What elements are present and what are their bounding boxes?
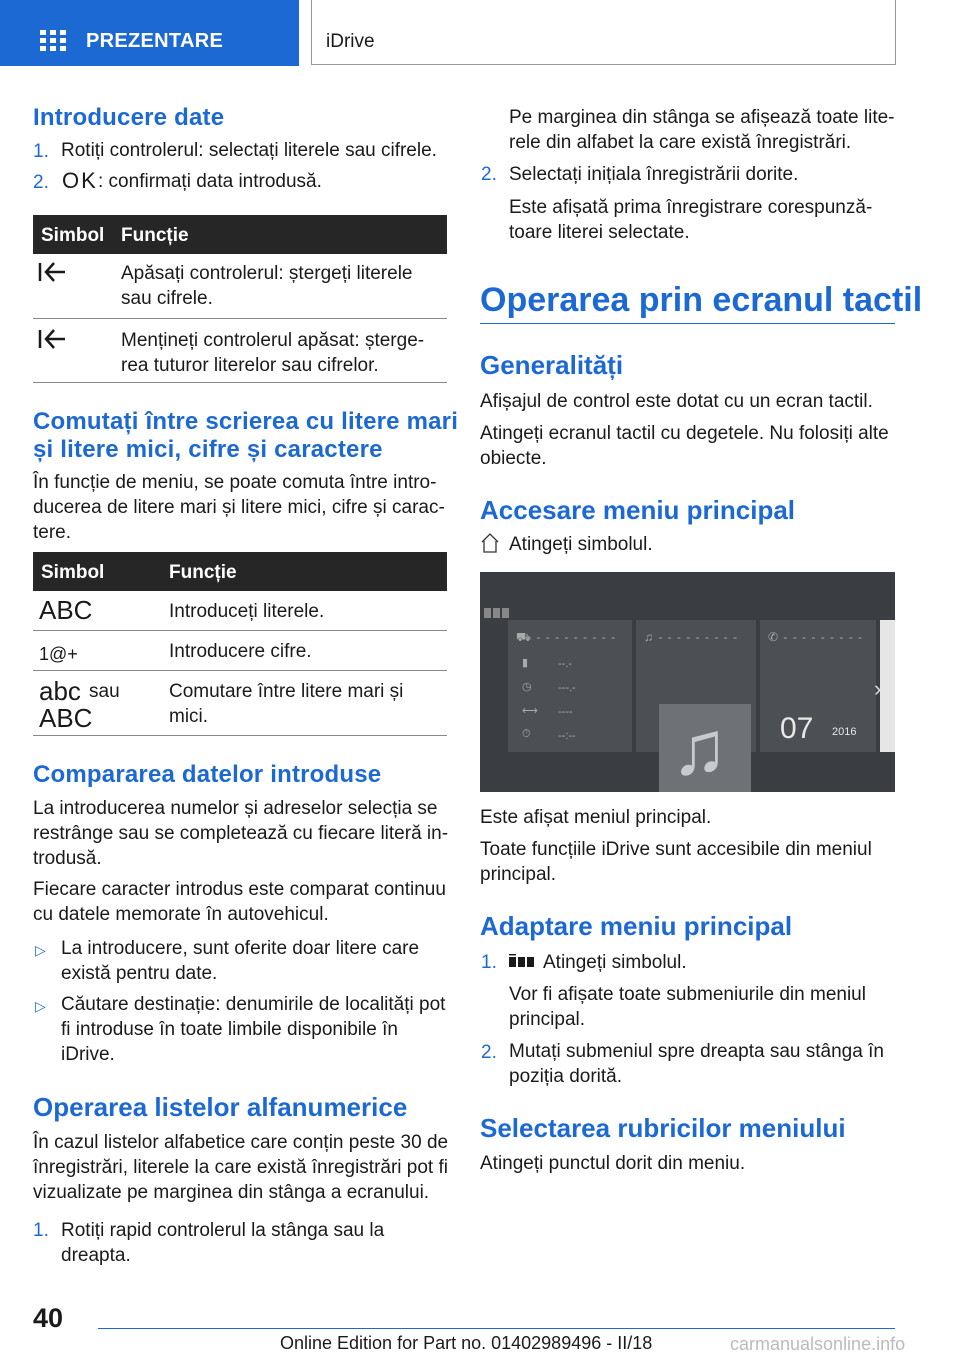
bullet-line: La introducere, sunt oferite doar litere care — [61, 938, 420, 959]
step-number: 1. — [481, 952, 497, 973]
edition-note: Online Edition for Part no. 01402989496 - II/18 — [280, 1333, 653, 1353]
menu-card-phone — [760, 620, 876, 752]
table-row — [33, 591, 447, 631]
value-placeholder: ---- — [558, 706, 573, 718]
paragraph-line: Afișajul de control este dotat cu un ecran tactil. — [480, 391, 873, 412]
ok-symbol: OK — [62, 168, 98, 193]
col-header-symbol: Simbol — [41, 562, 105, 583]
chapter-title: iDrive — [326, 31, 375, 52]
abc-uppercase-icon: ABC — [39, 703, 93, 733]
fuel-icon: ▮ — [522, 657, 529, 669]
row-text-or: sau — [89, 681, 120, 702]
range-icon: ⟷ — [522, 705, 538, 717]
paragraph-line: La introducerea numelor și adreselor selecția se — [33, 798, 438, 819]
card-title-placeholder: ✆ - - - - - - - - - — [768, 630, 864, 644]
row-text: Comutare între litere mari și — [169, 681, 404, 702]
paragraph-line: Este afișată prima înregistrare corespunză- — [509, 197, 873, 218]
card-title-placeholder: ⛟ - - - - - - - - - — [516, 630, 617, 644]
chapter-header — [311, 0, 896, 65]
row-text: rea tuturor literelor sau cifrelor. — [121, 355, 379, 376]
chevron-right-icon[interactable]: › — [874, 676, 882, 701]
step-text: Atingeți simbolul. — [543, 952, 687, 973]
section-title: PREZENTARE — [86, 30, 224, 52]
paragraph-line: obiecte. — [480, 448, 547, 469]
table-row — [33, 671, 447, 736]
row-text: Introduceți literele. — [169, 601, 325, 622]
table-header — [33, 215, 447, 254]
bullet-line: există pentru date. — [61, 963, 218, 984]
paragraph-line: înregistrări, literele la care există înregistrări pot fi — [33, 1157, 448, 1178]
paragraph-line: În cazul listelor alfabetice care conțin peste 30 de — [33, 1132, 449, 1153]
step-text: Mutați submeniul spre dreapta sau stânga în — [509, 1041, 884, 1062]
step-number: 2. — [481, 1042, 497, 1063]
symbol-table-delete — [33, 215, 447, 385]
step-number: 1. — [33, 141, 49, 162]
step-text: Rotiți controlerul: selectați literele sau cifrele. — [61, 140, 437, 161]
step-number: 1. — [33, 1220, 49, 1241]
table-row — [33, 254, 447, 319]
paragraph-line: toare literei selectate. — [509, 222, 690, 243]
home-icon — [480, 532, 500, 559]
grid-icon — [40, 30, 66, 52]
heading-select: Selectarea rubricilor meniului — [480, 1113, 846, 1143]
menu-edit-icon — [484, 606, 510, 620]
paragraph-line: principal. — [480, 864, 557, 885]
table-row — [33, 631, 447, 671]
date-day: 07 — [780, 712, 814, 745]
row-text: mici. — [169, 706, 209, 727]
paragraph-line: cu datele memorate în autovehicul. — [33, 904, 329, 925]
paragraph-line: rele din alfabet la care există înregistrări. — [509, 132, 852, 153]
heading-general: Generalități — [480, 350, 624, 380]
delete-all-icon — [37, 327, 69, 356]
table-row — [33, 319, 447, 383]
page-number: 40 — [33, 1303, 64, 1333]
numbers-icon: 1@+ — [39, 644, 78, 664]
step-text: dreapta. — [61, 1245, 131, 1266]
row-text: Mențineți controlerul apăsat: șterge- — [121, 330, 425, 351]
menu-card-media — [636, 620, 756, 791]
heading-switch: Comutați între scrierea cu litere mari — [33, 408, 459, 435]
paragraph-line: Fiecare caracter introdus este comparat continuu — [33, 879, 446, 900]
paragraph-line: vizualizate pe marginea din stânga a ecranului. — [33, 1182, 430, 1203]
paragraph-line: Atingeți simbolul. — [509, 534, 653, 555]
step-number: 2. — [481, 164, 497, 185]
value-placeholder: --:-- — [558, 730, 576, 742]
row-text: sau cifrele. — [121, 288, 213, 309]
paragraph-line: Este afișat meniul principal. — [480, 807, 712, 828]
bullet-line: fi introduse în toate limbile disponibile în — [61, 1019, 398, 1040]
idrive-main-menu-screenshot — [480, 572, 895, 792]
paragraph-line: Vor fi afișate toate submeniurile din meniul — [509, 984, 866, 1005]
paragraph-line: Atingeți punctul dorit din meniu. — [480, 1153, 746, 1174]
paragraph-line: trodusă. — [33, 848, 102, 869]
paragraph-line: tere. — [33, 522, 72, 543]
watermark: carmanualsonline.info — [730, 1334, 906, 1354]
heading-input: Introducere date — [33, 104, 225, 131]
heading-lists: Operarea listelor alfanumerice — [33, 1092, 408, 1122]
paragraph-line: Atingeți ecranul tactil cu degetele. Nu folosiți alte — [480, 423, 889, 444]
date-year: 2016 — [832, 726, 857, 738]
value-placeholder: ---.- — [558, 682, 576, 694]
footer-rule — [98, 1328, 895, 1329]
heading-switch-cont: și litere mici, cifre și caractere — [33, 436, 383, 463]
step-text: Selectați inițiala înregistrării dorite. — [509, 164, 799, 185]
row-text: Introducere cifre. — [169, 641, 312, 662]
heading-rule — [480, 323, 895, 324]
col-header-symbol: Simbol — [41, 225, 105, 246]
paragraph-line: principal. — [509, 1009, 586, 1030]
paragraph-line: Toate funcțiile iDrive sunt accesibile din meniul — [480, 839, 872, 860]
card-title-placeholder: ♫ - - - - - - - - - — [644, 630, 738, 644]
col-header-function: Funcție — [169, 562, 237, 583]
col-header-function: Funcție — [121, 225, 189, 246]
heading-adapt: Adaptare meniu principal — [480, 911, 793, 941]
symbol-table-input — [33, 552, 447, 737]
paragraph-line: restrânge sau se completează cu fiecare literă in- — [33, 823, 449, 844]
paragraph-line: Pe marginea din stânga se afișează toate lite- — [509, 107, 895, 128]
bullet-line: Căutare destinație: denumirile de localități pot — [61, 994, 446, 1015]
music-cover — [659, 704, 751, 792]
bullet-icon: ▷ — [35, 942, 46, 958]
section-tab[interactable] — [0, 0, 299, 66]
heading-compare: Compararea datelor introduse — [33, 761, 382, 788]
clock-icon: ◷ — [522, 681, 532, 693]
paragraph-line: În funcție de meniu, se poate comuta între intro- — [33, 472, 437, 493]
step-number: 2. — [33, 172, 49, 193]
abc-uppercase-icon: ABC — [39, 595, 93, 625]
table-header — [33, 552, 447, 591]
step-text: Rotiți rapid controlerul la stânga sau la — [61, 1220, 385, 1241]
timer-icon: ⏱ — [522, 728, 531, 740]
heading-touch: Operarea prin ecranul tactil — [480, 281, 923, 319]
abc-lowercase-icon: abc — [39, 676, 81, 706]
menu-card-vehicle — [508, 620, 632, 752]
step-text: poziția dorită. — [509, 1066, 623, 1087]
submenu-edit-icon — [509, 954, 535, 973]
bullet-line: iDrive. — [61, 1044, 115, 1065]
bullet-icon: ▷ — [35, 998, 46, 1014]
paragraph-line: ducerea de litere mari și litere mici, cifre și carac- — [33, 497, 445, 518]
music-note-icon: ♫ — [671, 706, 728, 791]
delete-icon — [37, 260, 69, 289]
row-text: Apăsați controlerul: ștergeți literele — [121, 263, 413, 284]
menu-card-next[interactable] — [874, 620, 895, 752]
step-text: : confirmați data introdusă. — [98, 171, 322, 192]
value-placeholder: --.- — [558, 658, 573, 670]
heading-access: Accesare meniu principal — [480, 495, 796, 525]
